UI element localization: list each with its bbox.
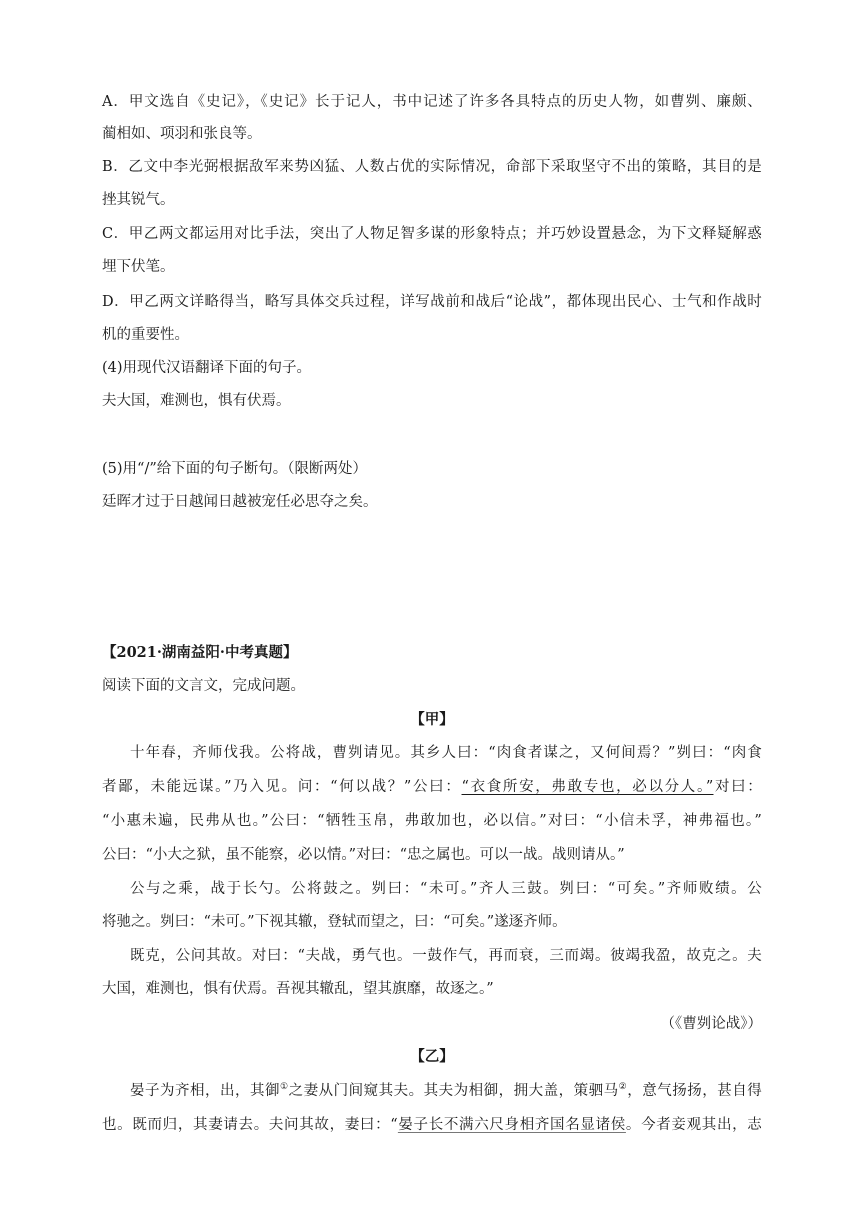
option-c-line1: C．甲乙两文都运用对比手法，突出了人物足智多谋的形象特点；并巧妙设置悬念，为下文释疑解惑 bbox=[102, 226, 762, 242]
yi-line2-part-b: 。今者妾观其出，志 bbox=[625, 1117, 762, 1133]
jia-p3-line1: 既克，公问其故。对曰：“夫战，勇气也。一鼓作气，再而衰，三而竭。彼竭我盈，故克之。夫 bbox=[130, 948, 762, 964]
option-a-line1: A．甲文选自《史记》，《史记》长于记人，书中记述了许多各具特点的历史人物，如曹刿、廉颇、 bbox=[102, 94, 762, 110]
option-c-line2: 埋下伏笔。 bbox=[102, 259, 175, 275]
jia-p2-line2: 将驰之。刿曰：“未可。”下视其辙，登轼而望之，曰：“可矣。”遂逐齐师。 bbox=[102, 914, 567, 930]
option-b-line2: 挫其锐气。 bbox=[102, 192, 175, 208]
jia-p3-line2: 大国，难测也，惧有伏焉。吾视其辙乱，望其旗靡，故逐之。” bbox=[102, 981, 494, 997]
jia-p1-line1: 十年春，齐师伐我。公将战，曹刿请见。其乡人曰：“肉食者谋之，又何间焉？”刿曰：“肉食 bbox=[130, 745, 762, 761]
jia-p1-line3: “小惠未遍，民弗从也。”公曰：“牺牲玉帛，弗敢加也，必以信。”对曰：“小信未孚，神弗福也。” bbox=[102, 813, 762, 829]
jia-p1-line2 bbox=[102, 777, 762, 797]
option-d-line2: 机的重要性。 bbox=[102, 327, 189, 343]
underlined-sentence-yi: 晏子长不满六尺身相齐国名显诸侯 bbox=[397, 1117, 626, 1133]
reading-instruction: 阅读下面的文言文，完成问题。 bbox=[102, 678, 305, 694]
underlined-sentence: “衣食所安，弗敢专也，必以分人。” bbox=[461, 779, 714, 795]
option-b-line1: B．乙文中李光弼根据敌军来势凶猛、人数占优的实际情况，命部下采取坚守不出的策略，其目的是 bbox=[102, 159, 762, 175]
question-4-prompt: (4)用现代汉语翻译下面的句子。 bbox=[102, 360, 312, 376]
jia-p1-line2-text: 者鄙，未能远谋。”乃入见。问：“何以战？”公曰： bbox=[102, 779, 462, 795]
option-a-line2: 蔺相如、项羽和张良等。 bbox=[102, 126, 262, 142]
question-5-prompt: (5)用“/”给下面的句子断句。（限断两处） bbox=[102, 461, 367, 477]
question-5-sentence: 廷晖才过于日越闻日越被宠任必思夺之矣。 bbox=[102, 494, 378, 510]
yi-line2 bbox=[102, 1115, 762, 1135]
footnote-marker-2: ② bbox=[618, 1082, 628, 1093]
footnote-marker-1: ① bbox=[280, 1082, 289, 1093]
passage-yi-heading: 【乙】 bbox=[410, 1048, 454, 1065]
exam-source-label: 【2021·湖南益阳·中考真题】 bbox=[102, 644, 298, 661]
jia-p1-line4: 公曰：“小大之狱，虽不能察，必以情。”对曰：“忠之属也。可以一战。战则请从。” bbox=[102, 847, 625, 863]
passage-jia-source: （《曹刿论战》） bbox=[660, 1016, 762, 1032]
question-4-sentence: 夫大国，难测也，惧有伏焉。 bbox=[102, 393, 291, 409]
yi-line1 bbox=[130, 1081, 762, 1101]
yi-line1-part-a: 晏子为齐相，出，其御 bbox=[130, 1083, 281, 1099]
yi-line1-part-c: ，意气扬扬，甚自得 bbox=[627, 1083, 762, 1099]
option-d-line1: D．甲乙两文详略得当，略写具体交兵过程，详写战前和战后“论战”，都体现出民心、士气和作战时 bbox=[102, 294, 762, 310]
yi-line1-part-b: 之妻从门间窥其夫。其夫为相御，拥大盖，策驷马 bbox=[288, 1083, 619, 1099]
yi-line2-part-a: 也。既而归，其妻请去。夫问其故，妻曰：“ bbox=[102, 1117, 398, 1133]
jia-p2-line1: 公与之乘，战于长勺。公将鼓之。刿曰：“未可。”齐人三鼓。刿曰：“可矣。”齐师败绩。公 bbox=[130, 881, 762, 897]
jia-p1-line2-end: 对曰： bbox=[713, 779, 762, 795]
passage-jia-heading: 【甲】 bbox=[410, 711, 454, 728]
